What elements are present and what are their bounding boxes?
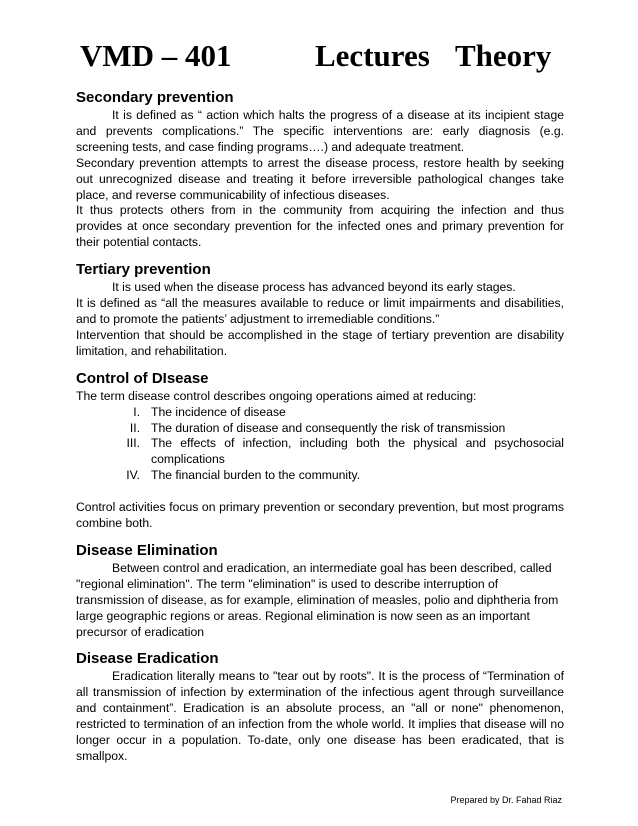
section-heading: Disease Elimination (76, 541, 218, 559)
paragraph: It is used when the disease process has advanced beyond its early stages. (112, 280, 516, 295)
document-body (76, 89, 564, 775)
page-header (80, 38, 560, 78)
section-heading: Secondary prevention (76, 89, 234, 106)
paragraph: The term disease control describes ongoing operations aimed at reducing: (76, 388, 477, 403)
list-item (76, 468, 564, 484)
list-item (76, 436, 564, 468)
list-text: The effects of infection, including both the physical and psychosocial complications (151, 436, 564, 467)
section-heading: Tertiary prevention (76, 261, 211, 279)
section-disease-eradication (76, 650, 564, 764)
paragraph: It is defined as “ action which halts the progress of a disease at its incipient stage and prevents complications.” The specific interventions are: early diagnosis (e.g. screening tests, and case finding programs….) and adequate treatment. (76, 108, 564, 154)
list-text: The duration of disease and consequently the risk of transmission (151, 420, 506, 435)
header-theory: Theory (455, 38, 552, 73)
section-secondary-prevention (76, 89, 564, 251)
list-text: The incidence of disease (151, 404, 286, 419)
roman-list (76, 405, 564, 485)
paragraph: It thus protects others from in the community from acquiring the infection and thus provides at once secondary prevention for the infected ones and primary prevention for their potential contacts. (76, 203, 564, 250)
list-number: II. (129, 420, 140, 435)
section-heading: Control of DIsease (76, 369, 209, 387)
paragraph: Between control and eradication, an intermediate goal has been described, called "regional elimination". The term "elimination" is used to describe interruption of transmission of disease, as for example, elimination of measles, polio and diphtheria from large geographic regions or areas. Regional elimination is now seen as an important precursor of eradication (76, 560, 559, 639)
paragraph: Secondary prevention attempts to arrest the disease process, restore health by seeking out unrecognized disease and treating it before irreversible pathological changes take place, and reverse communicability of infectious diseases. (76, 155, 564, 202)
list-number: III. (126, 436, 140, 451)
paragraph: It is defined as “all the measures available to reduce or limit impairments and disabilities, and to promote the patients’ adjustment to irremediable conditions.” (76, 296, 564, 326)
section-heading: Disease Eradication (76, 650, 219, 668)
list-number: I. (133, 404, 140, 419)
list-item (76, 421, 564, 437)
header-lectures: Lectures (315, 38, 430, 73)
paragraph: Intervention that should be accomplished in the stage of tertiary prevention are disability limitation, and rehabilitation. (76, 327, 564, 358)
section-control-of-disease (76, 370, 564, 532)
page-footer: Prepared by Dr. Fahad Riaz (450, 795, 562, 805)
section-disease-elimination (76, 542, 564, 641)
course-code: VMD – 401 (80, 38, 232, 73)
list-number: IV. (126, 468, 140, 483)
list-item (76, 405, 564, 421)
paragraph: Control activities focus on primary prevention or secondary prevention, but most programs combine both. (76, 500, 564, 531)
list-text: The financial burden to the community. (151, 468, 361, 483)
section-tertiary-prevention (76, 261, 564, 360)
paragraph: Eradication literally means to "tear out by roots". It is the process of “Termination of all transmission of infection by extermination of the infectious agent through surveillance and containment”. Eradication is an absolute process, an "all or none" phenomenon, restricted to termination of an infection from the whole world. It implies that disease will no longer occur in a population. To-date, only one disease has been eradicated, that is smallpox. (76, 669, 564, 763)
